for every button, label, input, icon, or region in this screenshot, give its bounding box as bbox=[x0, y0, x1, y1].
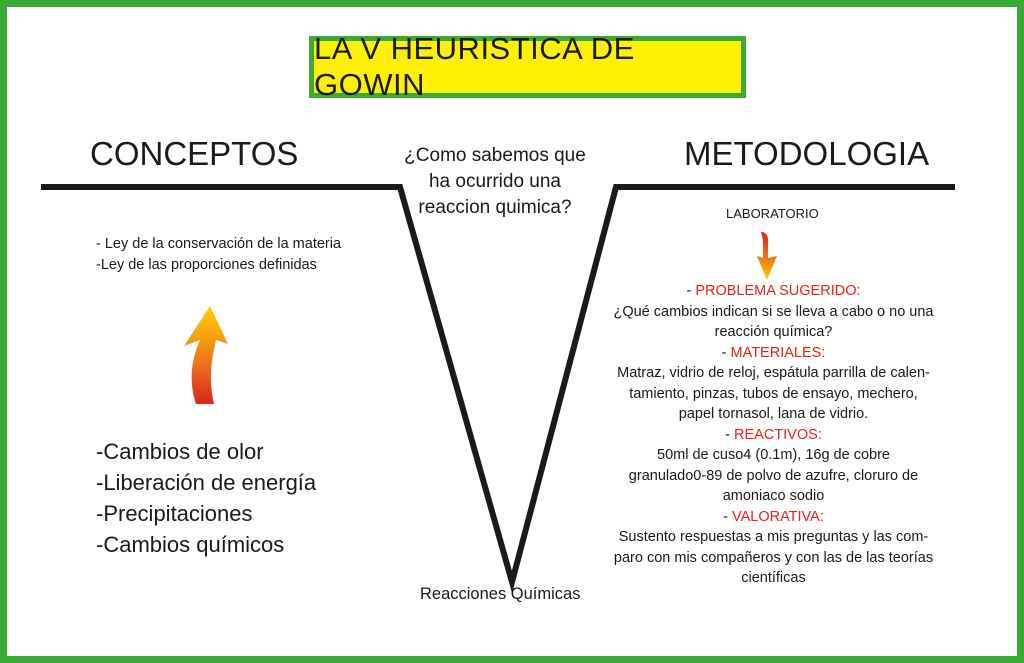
reagents-heading: - REACTIVOS: bbox=[725, 426, 822, 443]
materials-text-line: papel tornasol, lana de vidrio. bbox=[678, 406, 869, 422]
methodology-heading: METODOLOGIA bbox=[684, 135, 930, 172]
question-line: ha ocurrido una bbox=[428, 171, 562, 192]
vertex-label: Reacciones Químicas bbox=[420, 585, 581, 603]
reagents-text-line: granulado0-89 de polvo de azufre, cloruro de bbox=[628, 467, 919, 484]
evaluative-label: VALORATIVA: bbox=[732, 508, 824, 525]
materials-text-line: Matraz, vidrio de reloj, espátula parrilla de calen- bbox=[617, 365, 930, 381]
law-item: - Ley de la conservación de la materia bbox=[96, 236, 342, 252]
page-title: LA V HEURISTICA DE GOWIN bbox=[314, 31, 635, 102]
laws-list bbox=[96, 234, 341, 276]
curved-up-arrow-icon bbox=[170, 300, 240, 410]
down-arrow-icon bbox=[754, 230, 780, 282]
change-item: -Liberación de energía bbox=[96, 470, 317, 495]
focus-question bbox=[400, 143, 590, 221]
evaluative-text-line: paro con mis compañeros y con las de las teorías bbox=[613, 549, 934, 566]
question-line: reaccion quimica? bbox=[418, 197, 572, 218]
reagents-text-line: amoniaco sodio bbox=[722, 488, 825, 504]
methodology-section bbox=[604, 281, 943, 589]
reagents-label: REACTIVOS: bbox=[734, 426, 822, 443]
problem-text-line: ¿Qué cambios indican si se lleva a cabo o no una bbox=[613, 303, 934, 320]
problem-text-line: reacción química? bbox=[714, 324, 833, 340]
lab-label: LABORATORIO bbox=[726, 206, 819, 221]
materials-text-line: tamiento, pinzas, tubos de ensayo, mechero, bbox=[629, 385, 918, 402]
reagents-text-line: 50ml de cuso4 (0.1m), 16g de cobre bbox=[657, 447, 890, 463]
concepts-heading: CONCEPTOS bbox=[90, 135, 299, 172]
problem-heading: - PROBLEMA SUGERIDO: bbox=[686, 283, 861, 299]
materials-heading: - MATERIALES: bbox=[721, 344, 826, 361]
changes-list bbox=[96, 436, 316, 560]
change-item: -Cambios químicos bbox=[96, 532, 285, 557]
evaluative-text-line: científicas bbox=[741, 570, 806, 586]
question-line: ¿Como sabemos que bbox=[404, 145, 586, 166]
problem-label: PROBLEMA SUGERIDO: bbox=[695, 283, 861, 299]
evaluative-heading: - VALORATIVA: bbox=[723, 508, 824, 525]
law-item: -Ley de las proporciones definidas bbox=[96, 257, 317, 273]
change-item: -Cambios de olor bbox=[96, 439, 264, 464]
materials-label: MATERIALES: bbox=[730, 344, 826, 361]
change-item: -Precipitaciones bbox=[96, 501, 253, 526]
evaluative-text-line: Sustento respuestas a mis preguntas y las com- bbox=[618, 529, 929, 545]
